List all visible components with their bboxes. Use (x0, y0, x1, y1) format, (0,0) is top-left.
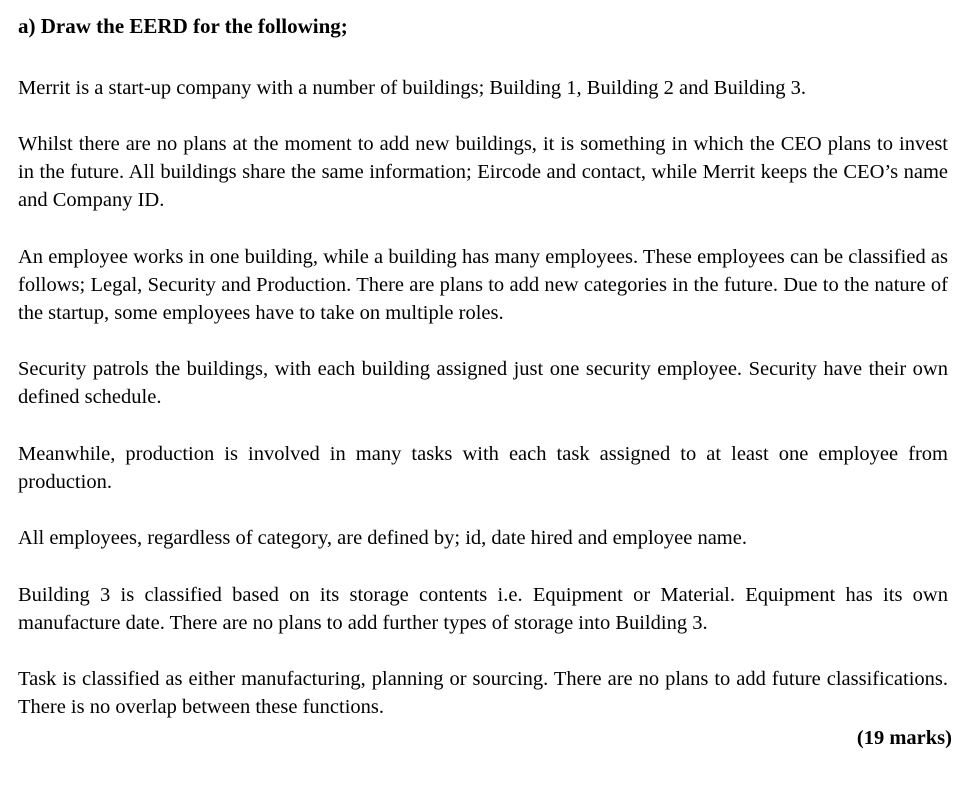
marks-label: (19 marks) (856, 727, 952, 749)
paragraph-building3-storage: Building 3 is classified based on its storage contents i.e. Equipment or Material. Equipment has its own manufacture date. There are no plans to add further types of storage into Building 3. (18, 584, 948, 634)
question-title: a) Draw the EERD for the following; (18, 14, 348, 38)
paragraph-security: Security patrols the buildings, with each building assigned just one security employee. Security have their own defined schedule. (18, 358, 948, 408)
paragraph-task-classification: Task is classified as either manufacturing, planning or sourcing. There are no plans to add future classifications. There is no overlap between these functions. (18, 668, 948, 718)
paragraph-buildings: Merrit is a start-up company with a number of buildings; Building 1, Building 2 and Building 3. (18, 77, 807, 99)
paragraph-employee-attributes: All employees, regardless of category, are defined by; id, date hired and employee name. (18, 527, 747, 549)
paragraph-production: Meanwhile, production is involved in many tasks with each task assigned to at least one employee from production. (18, 443, 948, 493)
paragraph-employees: An employee works in one building, while a building has many employees. These employees can be classified as follows; Legal, Security and Production. There are plans to add new categories in the future. Due to the nature of the startup, some employees have to take on multiple roles. (18, 246, 948, 324)
paragraph-future-buildings: Whilst there are no plans at the moment to add new buildings, it is something in which the CEO plans to invest in the future. All buildings share the same information; Eircode and contact, while Merrit keeps the CEO’s name and Company ID. (18, 133, 948, 211)
